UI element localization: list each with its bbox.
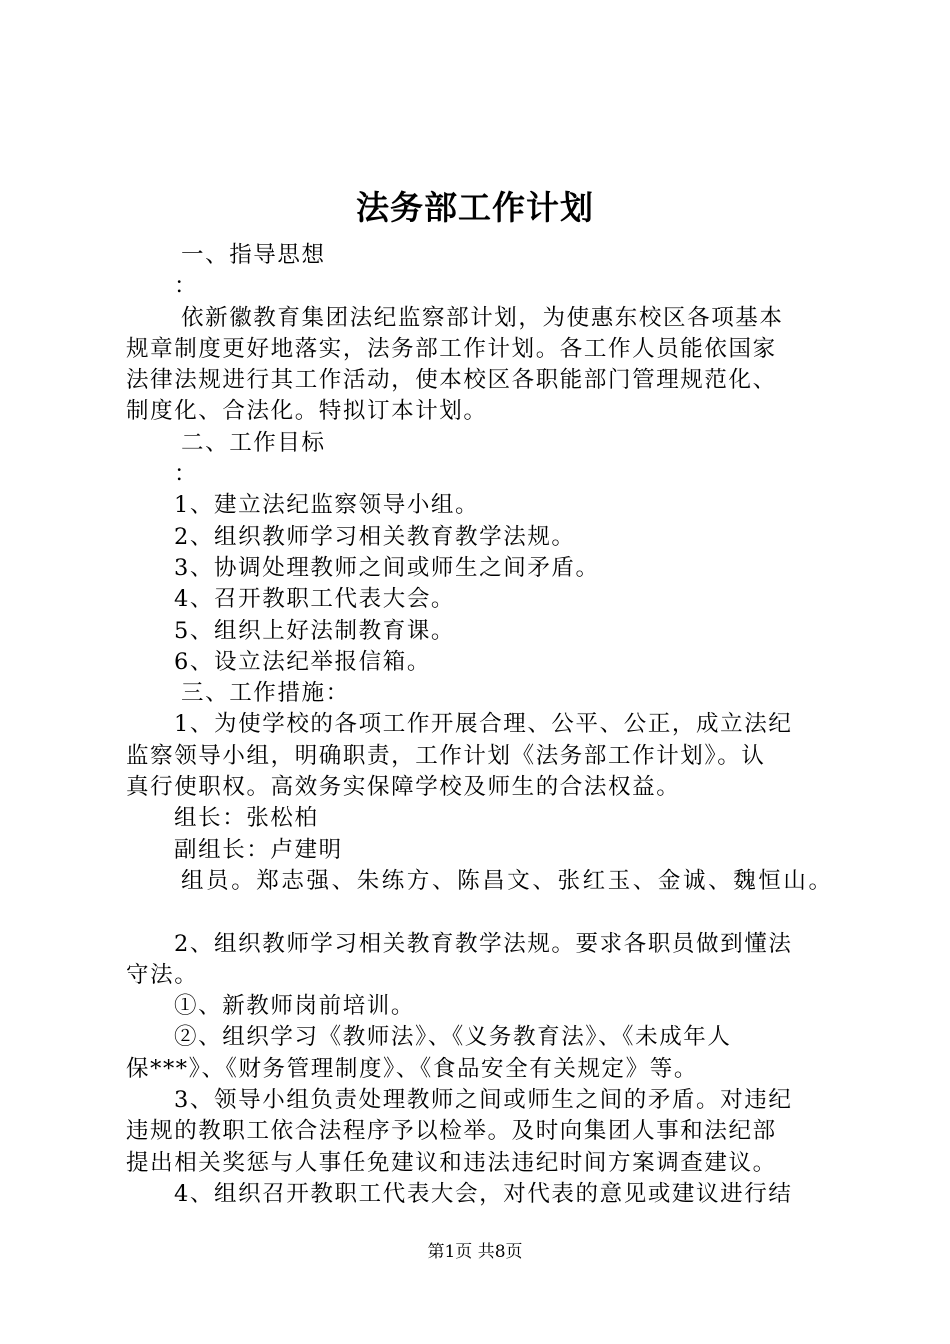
list-item: 5、组织上好法制教育课。 <box>174 617 456 644</box>
section-heading: 二、工作目标 <box>181 429 326 456</box>
team-deputy-leader: 副组长：卢建明 <box>174 836 343 863</box>
section-heading: 三、工作措施： <box>181 680 350 707</box>
list-item: ①、新教师岗前培训。 <box>174 993 416 1020</box>
paragraph-line: 监察领导小组，明确职责，工作计划《法务部工作计划》。认 <box>126 742 766 769</box>
paragraph-line: 提出相关奖惩与人事任免建议和违法违纪时间方案调查建议。 <box>126 1149 777 1176</box>
colon-line: ： <box>174 273 199 300</box>
paragraph-line: 规章制度更好地落实，法务部工作计划。各工作人员能依国家 <box>126 335 777 362</box>
team-leader: 组长：张松柏 <box>174 805 319 832</box>
colon-line: ： <box>174 461 199 488</box>
paragraph-line: 依新徽教育集团法纪监察部计划，为使惠东校区各项基本 <box>181 304 784 331</box>
paragraph-line: 4、组织召开教职工代表大会，对代表的意见或建议进行结 <box>174 1180 793 1207</box>
paragraph-line: 保***》、《财务管理制度》、《食品安全有关规定》等。 <box>126 1055 698 1082</box>
page-number: 第1页 共8页 <box>427 1242 523 1262</box>
list-item: 3、协调处理教师之间或师生之间矛盾。 <box>174 554 600 581</box>
paragraph-line: ②、组织学习《教师法》、《义务教育法》、《未成年人 <box>174 1024 732 1051</box>
paragraph-line: 违规的教职工依合法程序予以检举。及时向集团人事和法纪部 <box>126 1118 777 1145</box>
document-title: 法务部工作计划 <box>356 188 594 227</box>
blank-line <box>126 897 831 928</box>
paragraph-line: 制度化、合法化。特拟订本计划。 <box>126 398 488 425</box>
paragraph-line: 2、组织教师学习相关教育教学法规。要求各职员做到懂法 <box>174 930 793 957</box>
section-heading: 一、指导思想 <box>181 242 326 268</box>
paragraph-line: 3、领导小组负责处理教师之间或师生之间的矛盾。对违纪 <box>174 1087 793 1114</box>
paragraph-line: 真行使职权。高效务实保障学校及师生的合法权益。 <box>126 774 681 801</box>
list-item: 4、召开教职工代表大会。 <box>174 586 456 613</box>
paragraph-line: 1、为使学校的各项工作开展合理、公平、公正，成立法纪 <box>174 711 793 738</box>
list-item: 2、组织教师学习相关教育教学法规。 <box>174 523 576 550</box>
paragraph-line: 守法。 <box>126 961 199 988</box>
team-members: 组员。郑志强、朱练方、陈昌文、张红玉、金诚、魏恒山。 <box>181 867 834 894</box>
list-item: 1、建立法纪监察领导小组。 <box>174 492 480 519</box>
paragraph-line: 法律法规进行其工作活动，使本校区各职能部门管理规范化、 <box>126 367 777 394</box>
document-body <box>126 240 834 1210</box>
list-item: 6、设立法纪举报信箱。 <box>174 648 431 675</box>
